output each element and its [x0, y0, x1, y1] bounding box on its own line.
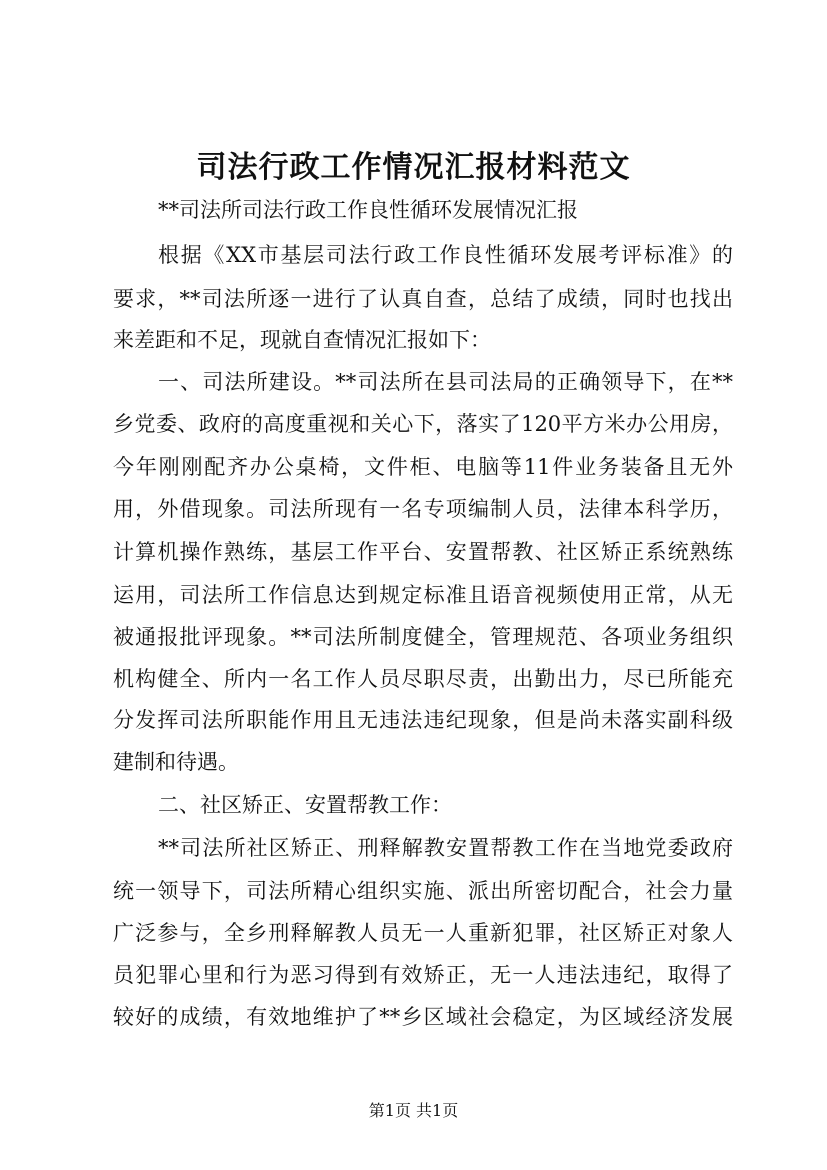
paragraph-line: 来差距和不足，现就自查情况汇报如下：: [113, 328, 491, 352]
paragraph-line: 建制和待遇。: [113, 750, 239, 774]
section-heading: 二、社区矫正、安置帮教工作：: [158, 793, 452, 817]
paragraph-line: 广泛参与，全乡刑释解教人员无一人重新犯罪，社区矫正对象人: [113, 921, 733, 945]
paragraph-line: 今年刚刚配齐办公桌椅，文件柜、电脑等11件业务装备且无外: [113, 455, 733, 479]
paragraph-line: 根据《XX市基层司法行政工作良性循环发展考评标准》的: [158, 243, 733, 267]
paragraph-line: 要求，**司法所逐一进行了认真自查，总结了成绩，同时也找出: [113, 287, 733, 311]
paragraph-line: 统一领导下，司法所精心组织实施、派出所密切配合，社会力量: [113, 879, 733, 903]
paragraph-line: 计算机操作熟练，基层工作平台、安置帮教、社区矫正系统熟练: [113, 540, 733, 564]
paragraph-line: 分发挥司法所职能作用且无违法违纪现象，但是尚未落实副科级: [113, 708, 733, 732]
paragraph-line: 用，外借现象。司法所现有一名专项编制人员，法律本科学历，: [113, 497, 733, 521]
paragraph-line: 一、司法所建设。**司法所在县司法局的正确领导下，在**: [158, 370, 733, 394]
paragraph-line: 机构健全、所内一名工作人员尽职尽责，出勤出力，尽已所能充: [113, 667, 733, 691]
document-title: 司法行政工作情况汇报材料范文: [196, 150, 631, 185]
paragraph-line: 运用，司法所工作信息达到规定标准且语音视频使用正常，从无: [113, 583, 733, 607]
paragraph-line: 被通报批评现象。**司法所制度健全，管理规范、各项业务组织: [113, 625, 733, 649]
paragraph-line: 员犯罪心里和行为恶习得到有效矫正，无一人违法违纪，取得了: [113, 963, 733, 987]
report-subtitle: **司法所司法行政工作良性循环发展情况汇报: [158, 198, 578, 222]
paragraph-line: **司法所社区矫正、刑释解教安置帮教工作在当地党委政府: [158, 836, 733, 860]
paragraph-line: 乡党委、政府的高度重视和关心下，落实了120平方米办公用房，: [113, 412, 733, 436]
page-footer: 第1页 共1页: [368, 1101, 459, 1120]
paragraph-line: 较好的成绩，有效地维护了**乡区域社会稳定，为区域经济发展: [113, 1005, 733, 1029]
